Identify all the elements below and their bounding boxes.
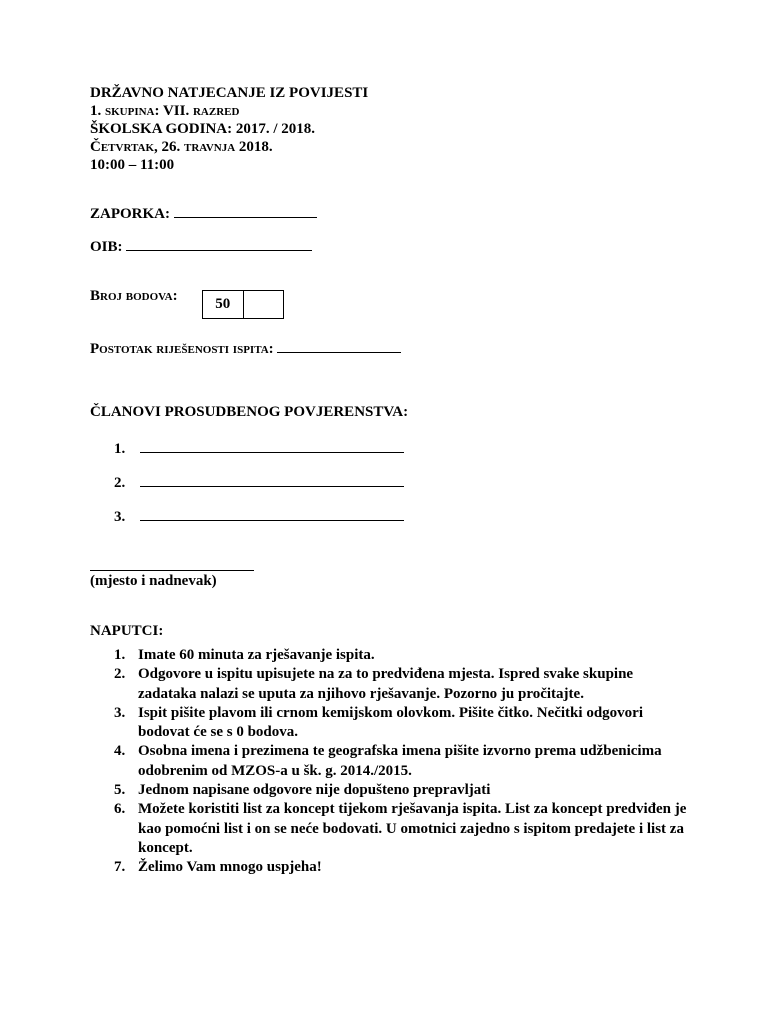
- exam-cover-page: [90, 84, 710, 876]
- instruction-text: Osobna imena i prezimena te geografska imena pišite izvorno prema udžbenicima odobrenim od MZOS-a u šk. g. 2014./2015.: [138, 743, 662, 779]
- oib-input-line[interactable]: [126, 236, 312, 251]
- instruction-text: Imate 60 minuta za rješavanje ispita.: [138, 647, 375, 663]
- zaporka-label: ZAPORKA:: [90, 206, 170, 222]
- instruction-item: [114, 742, 694, 781]
- zaporka-input-line[interactable]: [174, 203, 317, 218]
- broj-bodova-label: Broj bodova:: [90, 288, 178, 304]
- school-year: ŠKOLSKA GODINA: 2017. / 2018.: [90, 121, 316, 137]
- instruction-text: Ispit pišite plavom ili crnom kemijskom olovkom. Pišite čitko. Nečitki odgovori bodovat će se s 0 bodova.: [138, 704, 643, 741]
- member-number: 2.: [114, 475, 126, 491]
- member-name-line[interactable]: [140, 506, 404, 521]
- instruction-text: Možete koristiti list za koncept tijekom rješavanja ispita. List za koncept predviđen je kao pomoćni list i on se neće bodovati. U omotnici zajedno s ispitom predajete i list za koncept.: [138, 801, 687, 856]
- group-grade: 1. skupina: VII. razred: [90, 103, 240, 119]
- instruction-number: 6.: [114, 801, 126, 818]
- instruction-number: 7.: [114, 859, 126, 876]
- instruction-number: 3.: [114, 704, 126, 721]
- zaporka-field: [90, 203, 317, 223]
- instruction-item: [114, 646, 694, 665]
- instruction-item: [114, 800, 694, 858]
- instruction-text: Želimo Vam mnogo uspjeha!: [138, 859, 322, 876]
- instruction-item: [114, 781, 694, 800]
- exam-date: Četvrtak, 26. travnja 2018.: [90, 139, 273, 155]
- exam-header: [90, 84, 710, 174]
- instructions-title: NAPUTCI:: [90, 623, 164, 639]
- committee-members-list: [114, 438, 404, 540]
- exam-time: 10:00 – 11:00: [90, 157, 175, 173]
- instruction-number: 5.: [114, 782, 126, 799]
- place-date-line[interactable]: [90, 570, 254, 571]
- committee-member: [114, 438, 404, 472]
- competition-title: DRŽAVNO NATJECANJE IZ POVIJESTI: [90, 85, 369, 101]
- instructions-list: [114, 646, 694, 878]
- score-box: [202, 290, 284, 319]
- instruction-text: Jednom napisane odgovore nije dopušteno prepravljati: [138, 782, 491, 799]
- instruction-number: 2.: [114, 666, 126, 683]
- instruction-number: 1.: [114, 647, 126, 663]
- place-date-label: (mjesto i nadnevak): [90, 573, 217, 589]
- instruction-number: 4.: [114, 743, 126, 760]
- instruction-item: [114, 704, 694, 743]
- committee-member: [114, 506, 404, 540]
- instruction-item: [114, 665, 694, 704]
- member-number: 3.: [114, 509, 126, 525]
- committee-title: ČLANOVI PROSUDBENOG POVJERENSTVA:: [90, 404, 409, 420]
- instruction-item: [114, 858, 694, 877]
- committee-member: [114, 472, 404, 506]
- max-points-cell: 50: [215, 296, 231, 312]
- member-name-line[interactable]: [140, 438, 404, 453]
- oib-field: [90, 236, 312, 256]
- oib-label: OIB:: [90, 239, 123, 255]
- postotak-label: Postotak riješenosti ispita:: [90, 341, 274, 357]
- postotak-input-line[interactable]: [277, 338, 401, 353]
- member-name-line[interactable]: [140, 472, 404, 487]
- postotak-field: [90, 338, 401, 358]
- instruction-text: Odgovore u ispitu upisujete na za to predviđena mjesta. Ispred svake skupine zadataka nalazi se uputa za njihovo rješavanje. Pozorno ju pročitajte.: [138, 666, 634, 702]
- member-number: 1.: [114, 441, 126, 457]
- earned-points-cell[interactable]: [243, 291, 284, 318]
